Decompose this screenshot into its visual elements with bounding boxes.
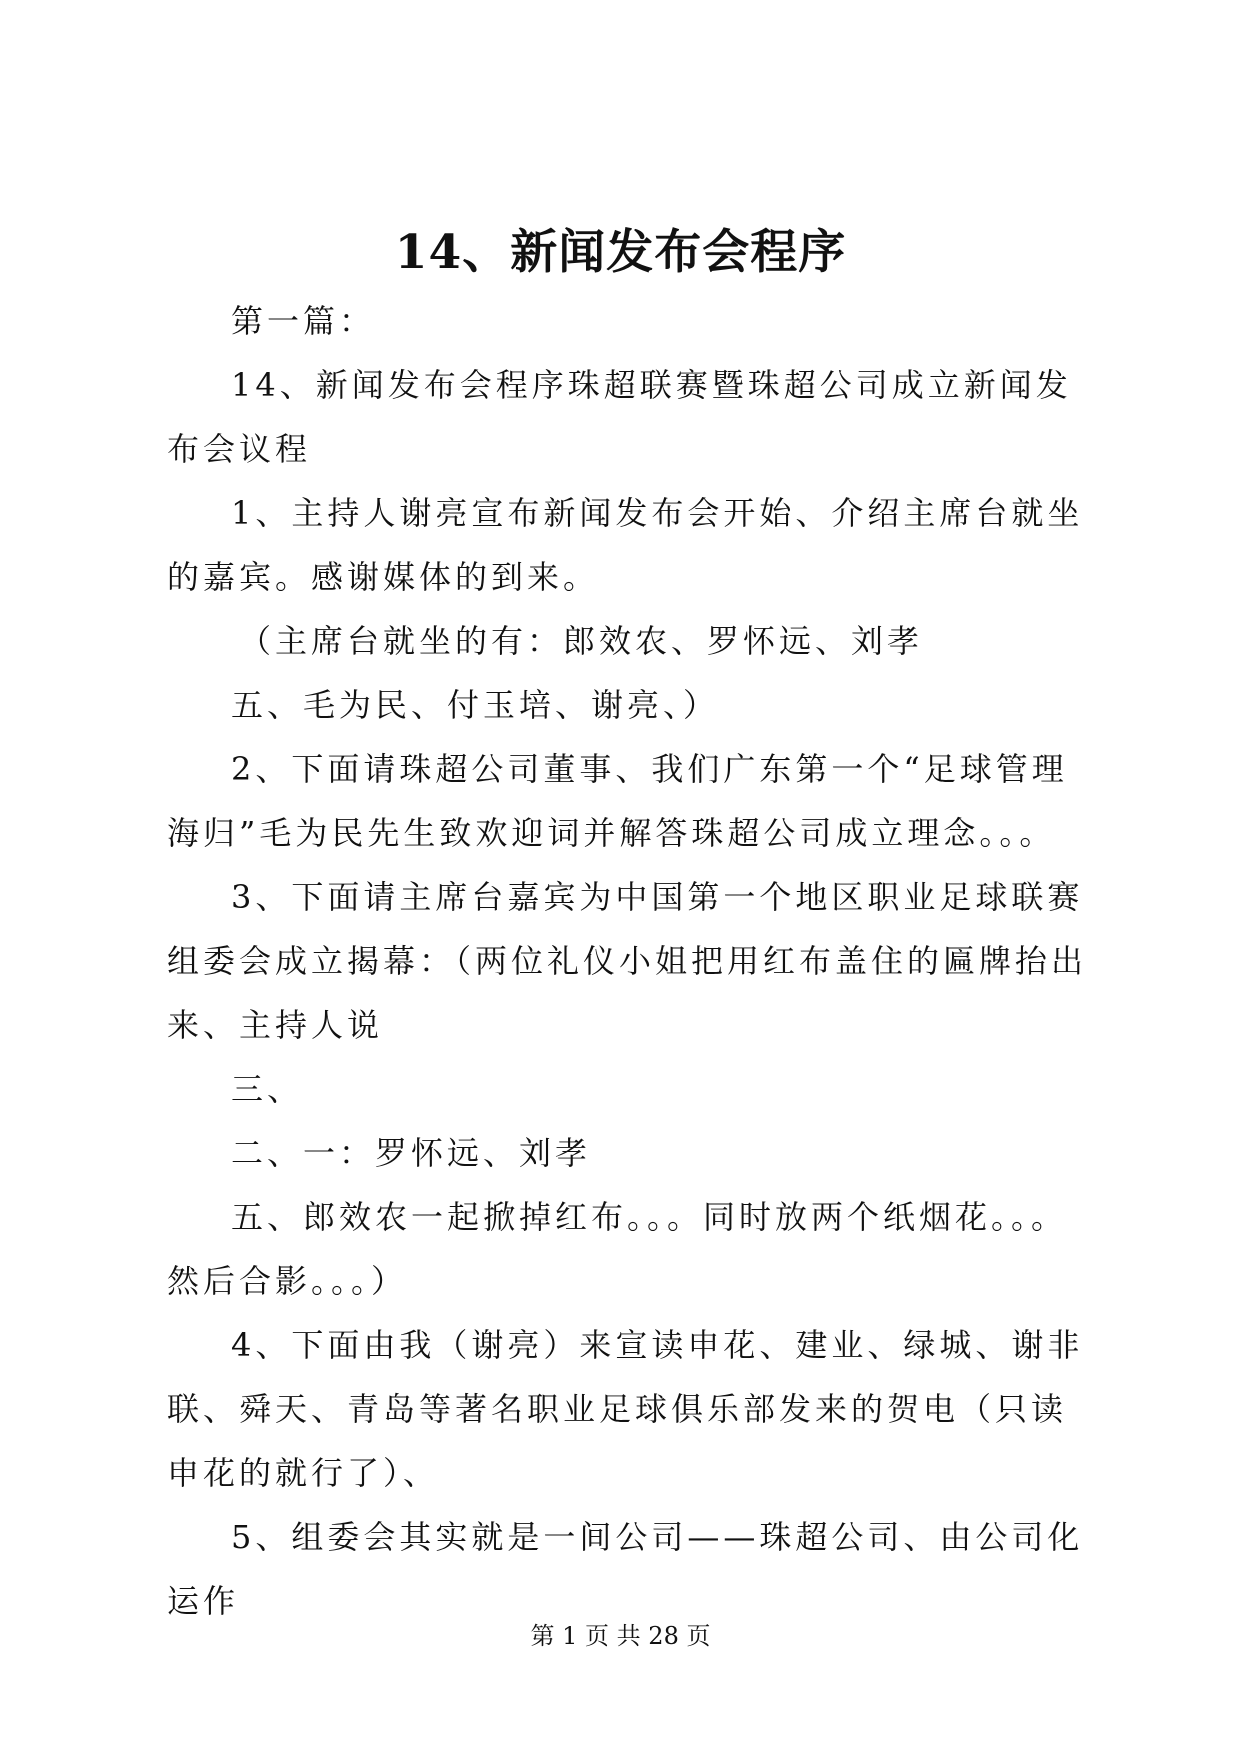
document-title: 14、新闻发布会程序 <box>394 225 847 280</box>
page-footer: 第 1 页 共 28 页 <box>530 1622 711 1650</box>
paragraph-item-2: 2、下面请珠超公司董事、我们广东第一个“足球管理海归”毛为民先生致欢迎词并解答珠超公司成立理念。。。 <box>167 750 1068 852</box>
paragraph-agenda-title: 14、新闻发布会程序珠超联赛暨珠超公司成立新闻发布会议程 <box>167 366 1072 468</box>
paragraph-three: 三、 <box>231 1070 304 1108</box>
paragraph-seated-guests: （主席台就坐的有：郎效农、罗怀远、刘孝 <box>239 622 924 660</box>
paragraph-unveiling: 五、郎效农一起掀掉红布。。。同时放两个纸烟花。。。然后合影。。。） <box>167 1198 1068 1300</box>
paragraph-two-one: 二、一：罗怀远、刘孝 <box>231 1134 592 1172</box>
paragraph-item-4: 4、下面由我（谢亮）来宣读申花、建业、绿城、谢非联、舜天、青岛等著名职业足球俱乐部发来的贺电（只读申花的就行了）、 <box>167 1326 1084 1492</box>
paragraph-seated-guests-continued: 五、毛为民、付玉培、谢亮、） <box>231 686 720 724</box>
paragraph-item-1: 1、主持人谢亮宣布新闻发布会开始、介绍主席台就坐的嘉宾。感谢媒体的到来。 <box>167 494 1084 596</box>
paragraph-section-heading: 第一篇： <box>231 302 376 340</box>
document-body <box>167 289 1087 1633</box>
paragraph-item-5: 5、组委会其实就是一间公司——珠超公司、由公司化运作 <box>167 1518 1084 1620</box>
paragraph-item-3: 3、下面请主席台嘉宾为中国第一个地区职业足球联赛组委会成立揭幕：（两位礼仪小姐把用红布盖住的匾牌抬出来、主持人说 <box>167 878 1088 1044</box>
